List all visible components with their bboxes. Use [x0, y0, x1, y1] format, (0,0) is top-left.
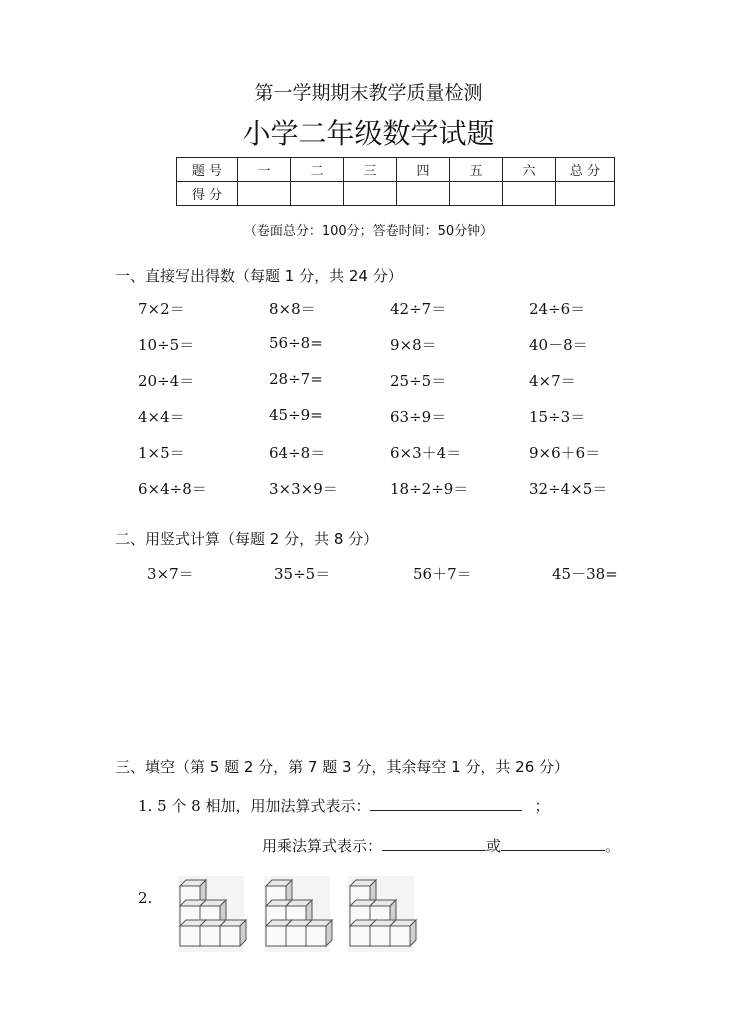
problem: 42÷7＝ — [390, 300, 447, 318]
q1-multiplication-blank-2[interactable] — [501, 836, 605, 851]
exam-title: 小学二年级数学试题 — [242, 117, 495, 150]
score-cell-2: 二 — [291, 158, 344, 182]
q2-label: 2. — [138, 889, 153, 907]
problem: 1×5＝ — [138, 444, 185, 462]
q1-or: 或 — [486, 837, 502, 855]
q1-line1 — [138, 795, 550, 816]
problem: 56÷8= — [269, 334, 323, 352]
score-cell-1: 一 — [238, 158, 291, 182]
problem: 24÷6＝ — [529, 300, 586, 318]
q1-multiplication-blank-1[interactable] — [382, 836, 486, 851]
score-table — [176, 157, 615, 206]
problem: 9×8＝ — [390, 336, 437, 354]
problem: 28÷7= — [269, 370, 323, 388]
q1-end: 。 — [605, 837, 621, 855]
problem: 7×2＝ — [138, 300, 185, 318]
problem: 4×7＝ — [529, 372, 576, 390]
problem: 64÷8＝ — [269, 444, 326, 462]
q1-addition-answer-blank[interactable] — [370, 796, 522, 811]
vertical-calc-problem: 56＋7＝ — [413, 565, 472, 583]
problem: 18÷2÷9＝ — [390, 480, 469, 498]
score-cell-label: 题 号 — [177, 158, 238, 182]
q1-semicolon: ； — [534, 797, 550, 815]
score-row-label: 得 分 — [177, 182, 238, 206]
q1-line2 — [262, 835, 620, 856]
score-input-cell[interactable] — [291, 182, 344, 206]
score-input-cell[interactable] — [503, 182, 556, 206]
score-cell-5: 五 — [450, 158, 503, 182]
problem: 45÷9= — [269, 406, 323, 424]
score-cell-total: 总 分 — [556, 158, 615, 182]
score-input-cell[interactable] — [238, 182, 291, 206]
score-input-cell[interactable] — [344, 182, 397, 206]
score-table-score-row — [177, 182, 615, 206]
problem: 8×8＝ — [269, 300, 316, 318]
score-cell-6: 六 — [503, 158, 556, 182]
section3-heading: 三、填空（第 5 题 2 分，第 7 题 3 分，其余每空 1 分，共 26 分） — [115, 758, 570, 776]
problem: 10÷5＝ — [138, 336, 195, 354]
cube-figures — [172, 872, 422, 954]
problem: 9×6＋6＝ — [529, 444, 601, 462]
score-cell-4: 四 — [397, 158, 450, 182]
vertical-calc-problem: 35÷5＝ — [274, 565, 331, 583]
vertical-calc-problem: 45－38= — [552, 565, 618, 583]
problem: 3×3×9＝ — [269, 480, 338, 498]
section1-heading: 一、直接写出得数（每题 1 分，共 24 分） — [115, 267, 403, 285]
score-input-cell[interactable] — [556, 182, 615, 206]
q1-label: 1. 5 个 8 相加，用加法算式表示： — [138, 797, 371, 815]
problem: 32÷4×5＝ — [529, 480, 608, 498]
score-table-header-row — [177, 158, 615, 182]
problem: 4×4＝ — [138, 408, 185, 426]
problem: 15÷3＝ — [529, 408, 586, 426]
score-input-cell[interactable] — [450, 182, 503, 206]
problem: 63÷9＝ — [390, 408, 447, 426]
score-cell-3: 三 — [344, 158, 397, 182]
vertical-calc-problem: 3×7＝ — [147, 565, 194, 583]
exam-subtitle: 第一学期期末教学质量检测 — [254, 82, 483, 104]
section2-heading: 二、用竖式计算（每题 2 分，共 8 分） — [115, 530, 379, 548]
problem: 25÷5＝ — [390, 372, 447, 390]
problem: 6×3＋4＝ — [390, 444, 462, 462]
exam-note: （卷面总分：100分；答卷时间：50分钟） — [243, 224, 494, 239]
problem: 40－8＝ — [529, 336, 588, 354]
problem: 20÷4＝ — [138, 372, 195, 390]
problem: 6×4÷8＝ — [138, 480, 207, 498]
score-input-cell[interactable] — [397, 182, 450, 206]
q1-line2-label: 用乘法算式表示： — [262, 837, 383, 855]
